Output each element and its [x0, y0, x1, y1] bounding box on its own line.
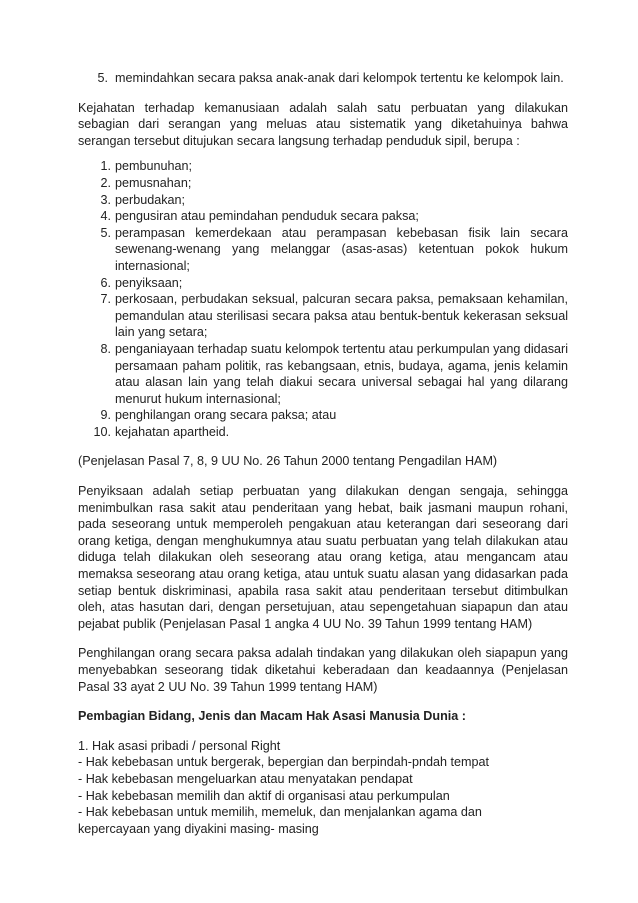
- list-item: [78, 192, 568, 209]
- list-number: 9.: [100, 408, 111, 423]
- list-item: [78, 424, 568, 441]
- list-text: pengusiran atau pemindahan penduduk secara paksa;: [115, 209, 419, 224]
- list-text: penghilangan orang secara paksa; atau: [115, 408, 337, 423]
- list-number: 2.: [100, 175, 111, 190]
- list-item: [78, 291, 568, 341]
- rights-line: kepercayaan yang diyakini masing- masing: [78, 821, 319, 836]
- personal-rights-section: [78, 738, 568, 838]
- rights-line: - Hak kebebasan mengeluarkan atau menyatakan pendapat: [78, 771, 413, 786]
- rights-line: - Hak kebebasan memilih dan aktif di organisasi atau perkumpulan: [78, 788, 450, 803]
- crimes-list: [78, 158, 568, 440]
- list-item: [78, 158, 568, 175]
- rights-line: - Hak kebebasan untuk bergerak, bepergian dan berpindah-pndah tempat: [78, 755, 489, 770]
- list-text: kejahatan apartheid.: [115, 424, 230, 439]
- list-item: [78, 208, 568, 225]
- list-item: [78, 225, 568, 275]
- paragraph-source-citation: (Penjelasan Pasal 7, 8, 9 UU No. 26 Tahun 2000 tentang Pengadilan HAM): [78, 454, 498, 469]
- list-text: pemusnahan;: [115, 175, 192, 190]
- list-item: [78, 275, 568, 292]
- paragraph-torture-definition: Penyiksaan adalah setiap perbuatan yang dilakukan dengan sengaja, sehingga menimbulkan rasa sakit atau penderitaan yang hebat, baik jasmani maupun rohani, pada seseorang untuk memperoleh pengakuan atau keterangan dari seseorang dari orang ketiga, dengan menghukumnya atau suatu perbuatan yang telah dilakukan atau diduga telah dilakukan oleh seseorang atau orang ketiga, atau mengancam atau memaksa seseorang atau orang ketiga, atau untuk suatu alasan yang didasarkan pada setiap bentuk diskriminasi, apabila rasa sakit atau penderitaan tersebut ditimbulkan oleh, atas hasutan dari, dengan persetujuan, atau sepengetahuan siapapun dan atau pejabat publik (Penjelasan Pasal 1 angka 4 UU No. 39 Tahun 1999 tentang HAM): [78, 484, 568, 631]
- list-item: [78, 70, 568, 87]
- list-text: penganiayaan terhadap suatu kelompok tertentu atau perkumpulan yang didasari persamaan paham politik, ras kebangsaan, etnis, budaya, agama, jenis kelamin atau alasan lain yang telah diakui secara universal sebagai hal yang dilarang menurut hukum internasional;: [115, 341, 568, 406]
- list-number: 5.: [100, 225, 111, 240]
- list-text: penyiksaan;: [115, 275, 183, 290]
- list-text: perbudakan;: [115, 192, 186, 207]
- section-heading: Pembagian Bidang, Jenis dan Macam Hak Asasi Manusia Dunia :: [78, 709, 466, 724]
- list-number: 8.: [100, 341, 111, 356]
- list-text: perkosaan, perbudakan seksual, palcuran secara paksa, pemaksaan kehamilan, pemandulan atau sterilisasi secara paksa atau bentuk-bentuk kekerasan seksual lain yang setara;: [115, 292, 568, 340]
- list-text: memindahkan secara paksa anak-anak dari kelompok tertentu ke kelompok lain.: [115, 71, 564, 85]
- continued-list: [78, 70, 568, 87]
- list-number: 5.: [97, 71, 108, 85]
- list-number: 3.: [100, 192, 111, 207]
- rights-line: - Hak kebebasan untuk memilih, memeluk, dan menjalankan agama dan: [78, 805, 482, 820]
- list-number: 10.: [93, 424, 111, 439]
- list-number: 7.: [100, 292, 111, 307]
- section-title: 1. Hak asasi pribadi / personal Right: [78, 738, 281, 753]
- list-number: 4.: [100, 209, 111, 224]
- list-item: [78, 341, 568, 407]
- list-text: perampasan kemerdekaan atau perampasan kebebasan fisik lain secara sewenang-wenang yang melanggar (asas-asas) ketentuan pokok hukum internasional;: [115, 225, 568, 273]
- paragraph-crimes-against-humanity: Kejahatan terhadap kemanusiaan adalah salah satu perbuatan yang dilakukan sebagian dari serangan yang meluas atau sistematik yang diketahuinya bahwa serangan tersebut ditujukan secara langsung terhadap penduduk sipil, berupa :: [78, 100, 568, 148]
- paragraph-disappearance-definition: Penghilangan orang secara paksa adalah tindakan yang dilakukan oleh siapapun yang menyebabkan seseorang tidak diketahui keberadaan dan keadaannya (Penjelasan Pasal 33 ayat 2 UU No. 39 Tahun 1999 tentang HAM): [78, 646, 568, 694]
- list-item: [78, 175, 568, 192]
- list-text: pembunuhan;: [115, 159, 193, 174]
- list-item: [78, 407, 568, 424]
- list-number: 6.: [100, 275, 111, 290]
- list-number: 1.: [100, 159, 111, 174]
